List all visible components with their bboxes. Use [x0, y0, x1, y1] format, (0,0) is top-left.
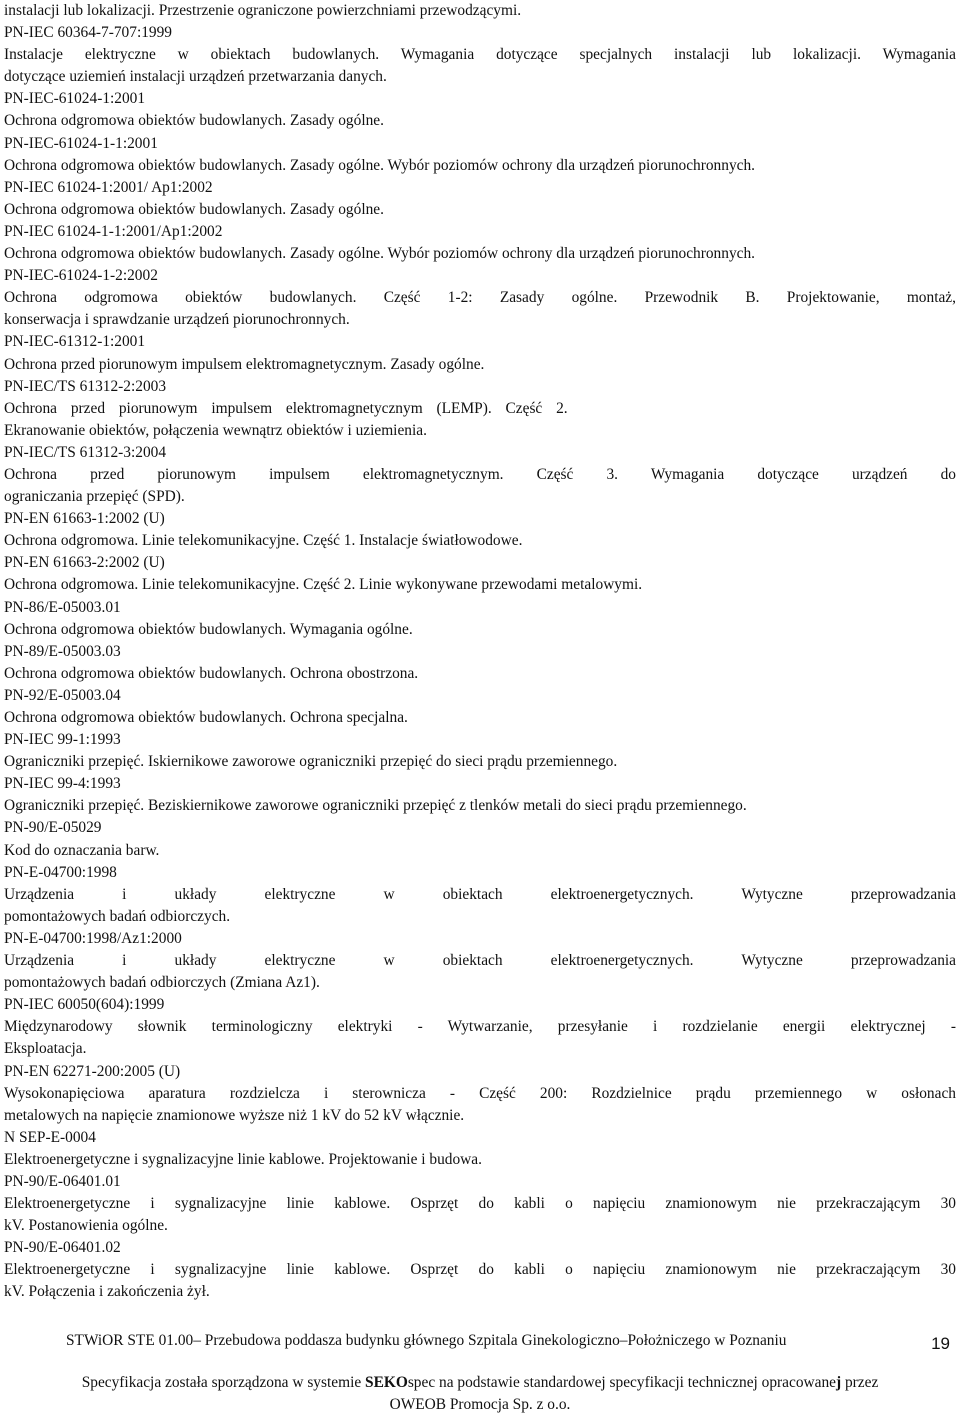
footer-note [0, 1372, 960, 1416]
standard-description: pomontażowych badań odbiorczych. [4, 907, 231, 925]
standard-code: PN-IEC/TS 61312-2:2003 [4, 377, 167, 395]
standard-description: Ochrona przed piorunowym impulsem elektromagnetycznym. Zasady ogólne. [4, 355, 485, 373]
standard-description: Ochrona przed piorunowym impulsem elektromagnetycznym (LEMP). Część 2. [4, 399, 568, 417]
standard-description: Ekranowanie obiektów, połączenia wewnątrz obiektów i uziemienia. [4, 421, 427, 439]
standard-description: Międzynarodowy słownik terminologiczny elektryki - Wytwarzanie, przesyłanie i rozdzielanie energii elektrycznej - [4, 1018, 956, 1036]
standard-description: Ochrona odgromowa obiektów budowlanych. Zasady ogólne. Wybór poziomów ochrony dla urządzeń piorunochronnych. [4, 156, 756, 174]
standard-code: PN-IEC 60364-7-707:1999 [4, 24, 173, 42]
standard-description: Ochrona odgromowa obiektów budowlanych. Ochrona obostrzona. [4, 664, 419, 682]
footer-project-title: STWiOR STE 01.00– Przebudowa poddasza budynku głównego Szpitala Ginekologiczno–Położniczego w Poznaniu [66, 1332, 787, 1349]
standard-code: PN-IEC 99-1:1993 [4, 731, 121, 749]
standard-description: metalowych na napięcie znamionowe wyższe niż 1 kV do 52 kV włącznie. [4, 1106, 465, 1124]
standard-code: PN-IEC-61024-1-1:2001 [4, 134, 158, 152]
standard-description: Instalacje elektryczne w obiektach budowlanych. Wymagania dotyczące specjalnych instalacji lub lokalizacji. Wymagania [4, 46, 956, 64]
standard-description: kV. Połączenia i zakończenia żył. [4, 1283, 210, 1301]
footer-note-line2: OWEOB Promocja Sp. z o.o. [389, 1396, 571, 1413]
standard-description: Ochrona przed piorunowym impulsem elektromagnetycznym. Część 3. Wymagania dotyczące urządzeń do [4, 465, 956, 483]
standard-description: Eksploatacja. [4, 1040, 87, 1058]
standard-code: PN-EN 61663-1:2002 (U) [4, 510, 165, 528]
standard-description: Elektroenergetyczne i sygnalizacyjne linie kablowe. Osprzęt do kabli o napięciu znamionowym nie przekraczającym 30 [4, 1261, 956, 1279]
standard-code: PN-89/E-05003.03 [4, 642, 121, 660]
footer-note-text: przez [841, 1374, 879, 1391]
standard-code: PN-92/E-05003.04 [4, 686, 121, 704]
standard-description: Ograniczniki przepięć. Beziskiernikowe zaworowe ograniczniki przepięć z tlenków metali do sieci prądu przemiennego. [4, 797, 747, 815]
standard-description: Ochrona odgromowa obiektów budowlanych. Część 1-2: Zasady ogólne. Przewodnik B. Projektowanie, montaż, [4, 289, 956, 307]
standard-code: PN-IEC 61024-1-1:2001/Ap1:2002 [4, 222, 223, 240]
standard-code: PN-90/E-05029 [4, 819, 102, 837]
standard-description: konserwacja i sprawdzanie urządzeń piorunochronnych. [4, 311, 350, 329]
standard-description: Urządzenia i układy elektryczne w obiektach elektroenergetycznych. Wytyczne przeprowadzania [4, 885, 956, 903]
footer-note-bold-letter: j [836, 1374, 842, 1391]
document-body [4, 0, 956, 1304]
standard-code: PN-E-04700:1998/Az1:2000 [4, 929, 182, 947]
standard-description: Ochrona odgromowa obiektów budowlanych. Zasady ogólne. [4, 112, 384, 130]
standard-code: N SEP-E-0004 [4, 1128, 96, 1146]
standard-description: pomontażowych badań odbiorczych (Zmiana Az1). [4, 974, 320, 992]
footer-note-brand: SEKO [365, 1374, 408, 1391]
standard-code: PN-IEC 61024-1:2001/ Ap1:2002 [4, 178, 213, 196]
standard-code: PN-86/E-05003.01 [4, 598, 121, 616]
standard-description: ograniczania przepięć (SPD). [4, 488, 185, 506]
standard-description: Ograniczniki przepięć. Iskiernikowe zaworowe ograniczniki przepięć do sieci prądu przemiennego. [4, 753, 618, 771]
standard-code: PN-90/E-06401.01 [4, 1172, 121, 1190]
standard-description: kV. Postanowienia ogólne. [4, 1217, 168, 1235]
standard-description: Ochrona odgromowa. Linie telekomunikacyjne. Część 1. Instalacje światłowodowe. [4, 532, 523, 550]
standard-code: PN-E-04700:1998 [4, 863, 117, 881]
standard-description: Urządzenia i układy elektryczne w obiektach elektroenergetycznych. Wytyczne przeprowadzania [4, 952, 956, 970]
standard-code: PN-EN 62271-200:2005 (U) [4, 1062, 181, 1080]
page-number: 19 [931, 1334, 950, 1353]
text-line: instalacji lub lokalizacji. Przestrzenie ograniczone powierzchniami przewodzącymi. [4, 2, 522, 19]
footer-note-text: spec na podstawie standardowej specyfikacji technicznej opracowane [407, 1374, 836, 1391]
standard-code: PN-IEC-61024-1:2001 [4, 90, 146, 108]
standard-description: Ochrona odgromowa obiektów budowlanych. Zasady ogólne. Wybór poziomów ochrony dla urządzeń piorunochronnych. [4, 245, 756, 263]
standard-description: Ochrona odgromowa obiektów budowlanych. Ochrona specjalna. [4, 709, 408, 726]
standard-code: PN-90/E-06401.02 [4, 1239, 121, 1257]
standard-code: PN-EN 61663-2:2002 (U) [4, 554, 165, 572]
standard-description: Ochrona odgromowa obiektów budowlanych. Wymagania ogólne. [4, 620, 413, 638]
standard-description: Wysokonapięciowa aparatura rozdzielcza i sterownicza - Część 200: Rozdzielnice prądu przemiennego w osłonach [4, 1084, 956, 1102]
standard-code: PN-IEC-61312-1:2001 [4, 333, 146, 351]
standard-description: Kod do oznaczania barw. [4, 841, 160, 859]
standard-description: Ochrona odgromowa. Linie telekomunikacyjne. Część 2. Linie wykonywane przewodami metalowymi. [4, 576, 643, 594]
standard-code: PN-IEC/TS 61312-3:2004 [4, 443, 167, 461]
standard-code: PN-IEC-61024-1-2:2002 [4, 267, 158, 285]
standard-description: dotyczące uziemień instalacji urządzeń przetwarzania danych. [4, 68, 387, 86]
footer-note-text: Specyfikacja została sporządzona w systemie [81, 1374, 366, 1391]
standard-code: PN-IEC 60050(604):1999 [4, 996, 165, 1014]
standard-code: PN-IEC 99-4:1993 [4, 775, 121, 793]
standard-description: Elektroenergetyczne i sygnalizacyjne linie kablowe. Osprzęt do kabli o napięciu znamionowym nie przekraczającym 30 [4, 1195, 956, 1213]
standard-description: Ochrona odgromowa obiektów budowlanych. Zasady ogólne. [4, 200, 384, 218]
standard-description: Elektroenergetyczne i sygnalizacyjne linie kablowe. Projektowanie i budowa. [4, 1150, 482, 1168]
